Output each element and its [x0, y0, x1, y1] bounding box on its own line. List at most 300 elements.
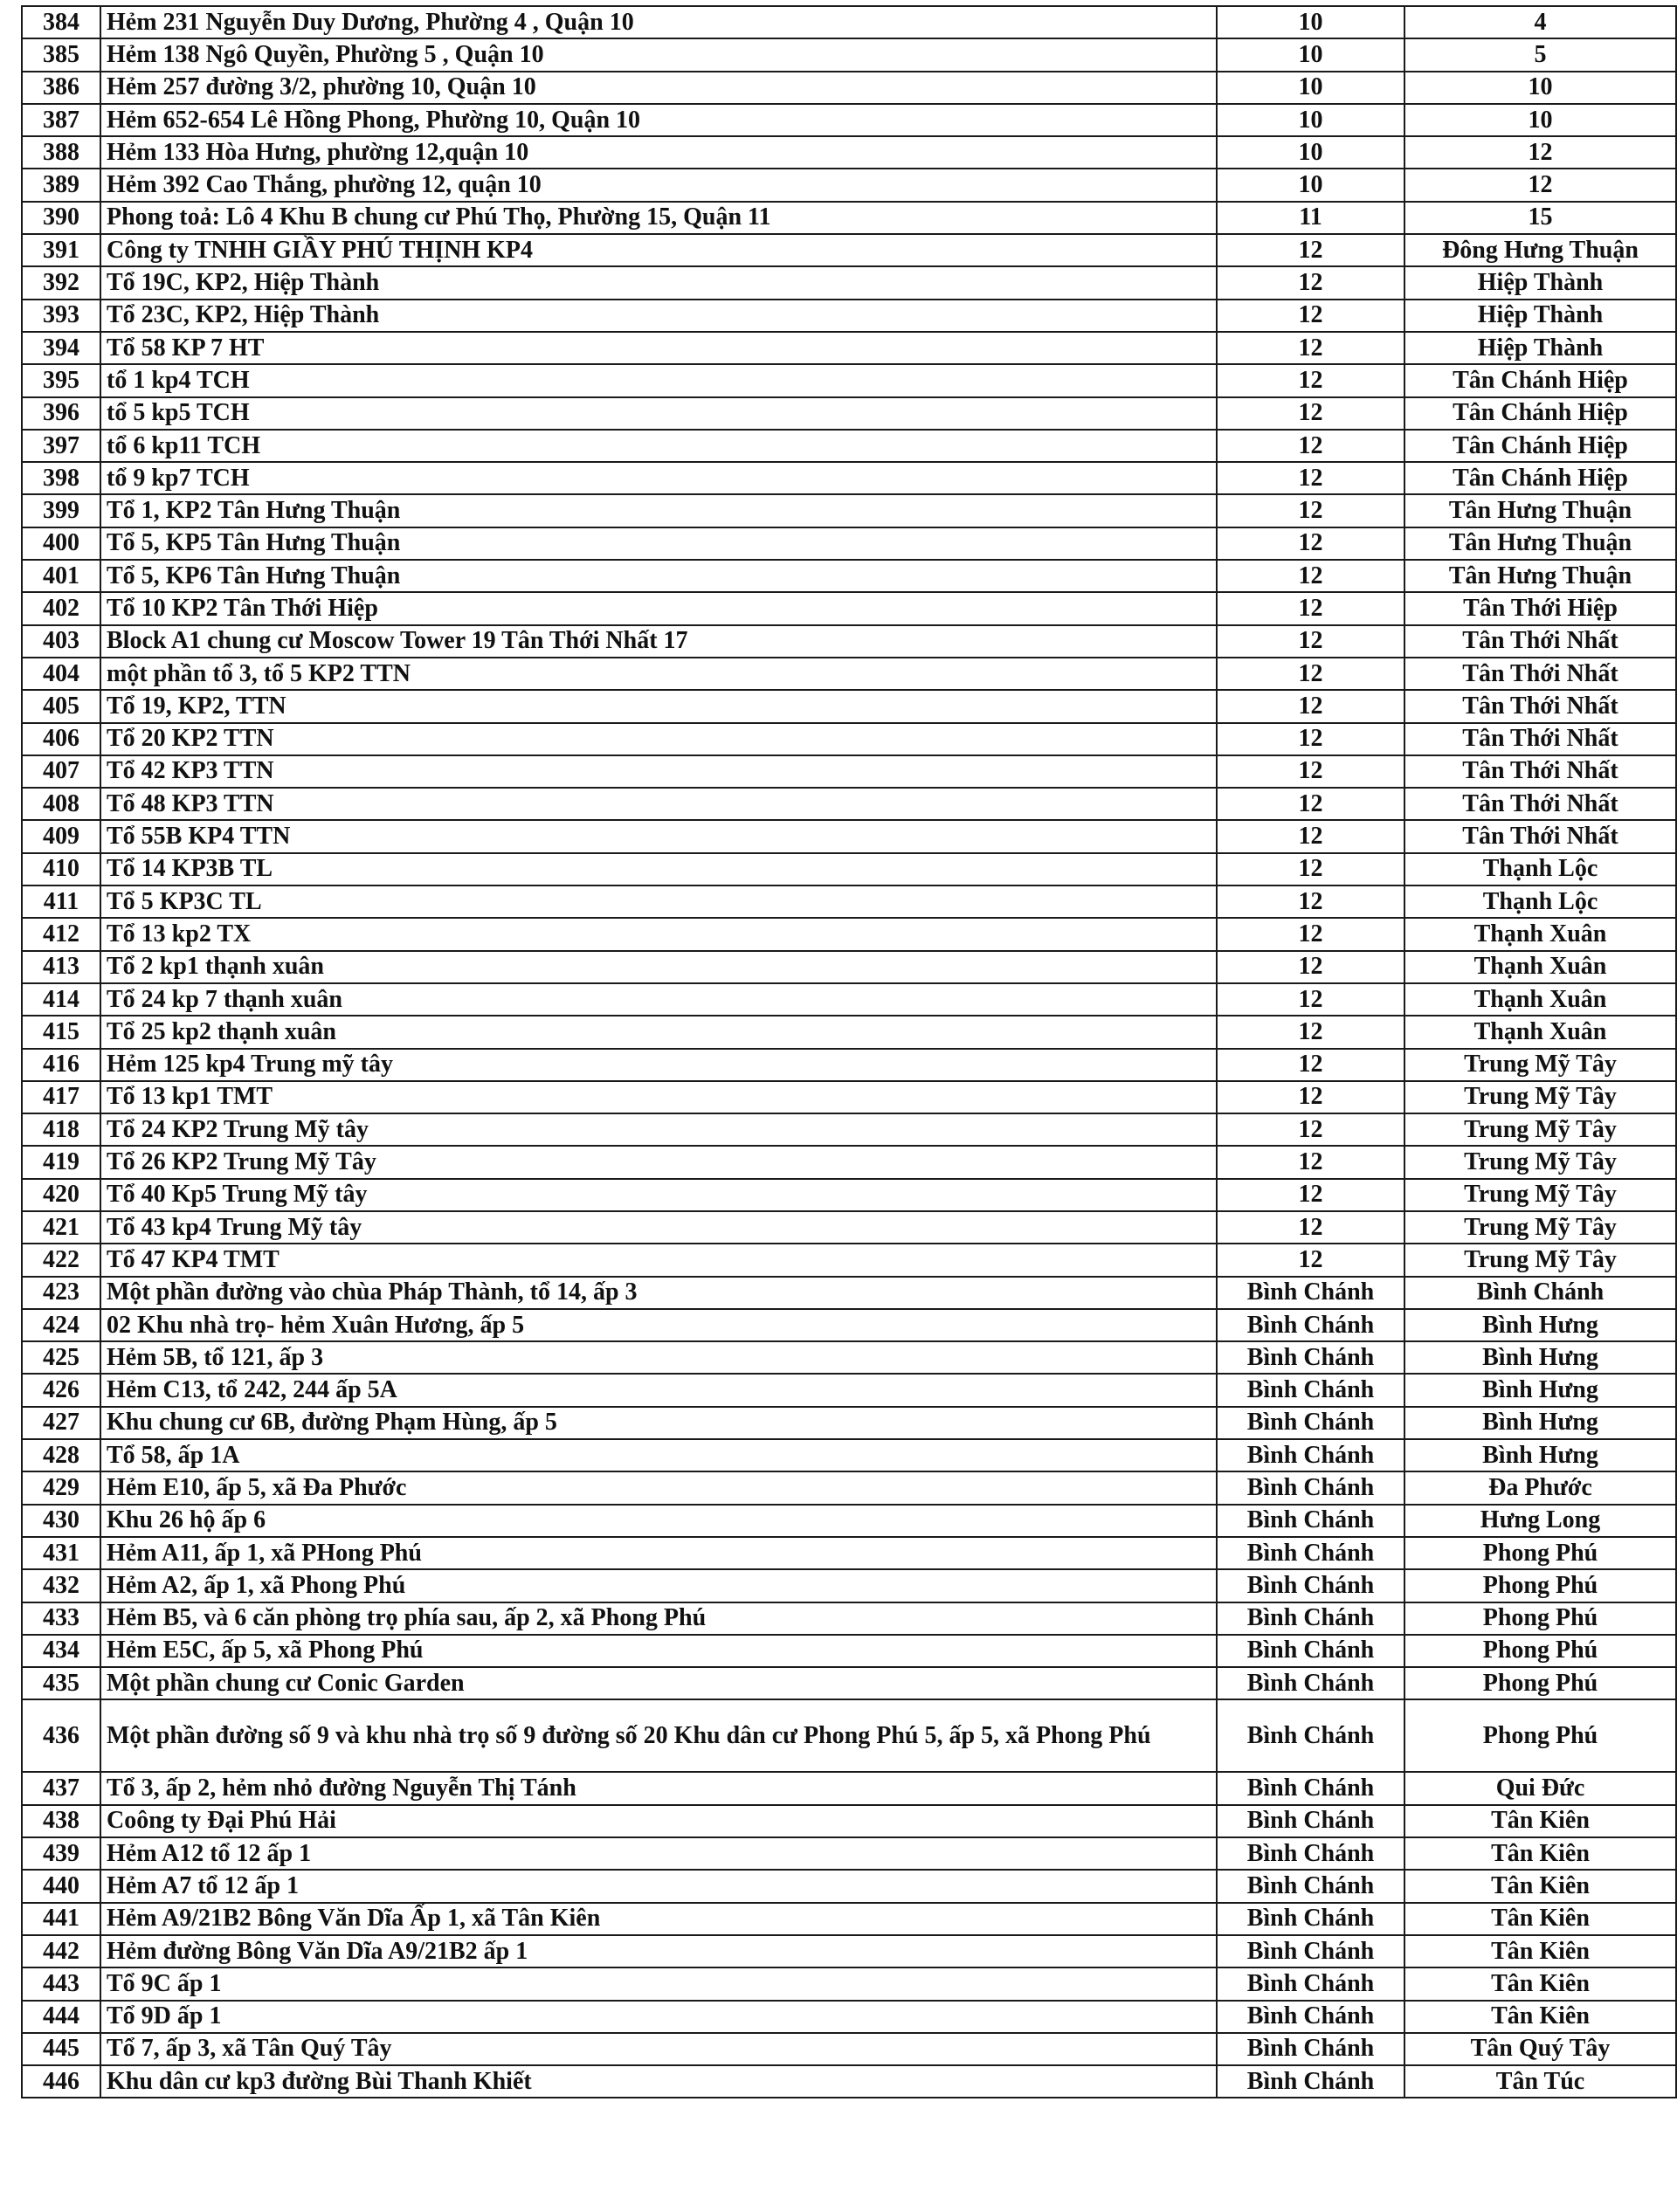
ward-cell: Tân Hưng Thuận — [1404, 560, 1676, 592]
district-cell: Bình Chánh — [1217, 1374, 1404, 1406]
district-cell: Bình Chánh — [1217, 1772, 1404, 1804]
district-cell: Bình Chánh — [1217, 1870, 1404, 1902]
ward-cell: Trung Mỹ Tây — [1404, 1211, 1676, 1244]
ward-cell: Bình Hưng — [1404, 1341, 1676, 1374]
ward-cell: Thạnh Xuân — [1404, 983, 1676, 1016]
table-row — [22, 1407, 1676, 1439]
location-cell: Khu chung cư 6B, đường Phạm Hùng, ấp 5 — [100, 1407, 1217, 1439]
location-cell: tổ 9 kp7 TCH — [100, 462, 1217, 494]
location-cell: Hẻm 257 đường 3/2, phường 10, Quận 10 — [100, 72, 1217, 104]
table-row — [22, 202, 1676, 234]
district-cell: 12 — [1217, 592, 1404, 624]
ward-cell: Trung Mỹ Tây — [1404, 1244, 1676, 1276]
location-cell: tổ 1 kp4 TCH — [100, 364, 1217, 396]
district-cell: 12 — [1217, 266, 1404, 299]
table-row — [22, 1211, 1676, 1244]
district-cell: Bình Chánh — [1217, 1407, 1404, 1439]
location-cell: Block A1 chung cư Moscow Tower 19 Tân Thới Nhất 17 — [100, 625, 1217, 658]
table-row — [22, 462, 1676, 494]
row-number-cell: 430 — [22, 1505, 100, 1537]
location-cell: 02 Khu nhà trọ- hẻm Xuân Hương, ấp 5 — [100, 1309, 1217, 1341]
row-number-cell: 445 — [22, 2033, 100, 2065]
row-number-cell: 403 — [22, 625, 100, 658]
location-cell: Hẻm A7 tổ 12 ấp 1 — [100, 1870, 1217, 1902]
ward-cell: Tân Kiên — [1404, 1837, 1676, 1870]
table-row — [22, 1903, 1676, 1935]
ward-cell: Phong Phú — [1404, 1699, 1676, 1772]
location-cell: tổ 6 kp11 TCH — [100, 430, 1217, 462]
row-number-cell: 399 — [22, 494, 100, 527]
district-cell: Bình Chánh — [1217, 1309, 1404, 1341]
row-number-cell: 440 — [22, 1870, 100, 1902]
district-cell: 12 — [1217, 1211, 1404, 1244]
location-cell: Tổ 13 kp2 TX — [100, 918, 1217, 950]
district-cell: 12 — [1217, 625, 1404, 658]
location-cell: một phần tổ 3, tổ 5 KP2 TTN — [100, 658, 1217, 690]
row-number-cell: 439 — [22, 1837, 100, 1870]
table-row — [22, 1244, 1676, 1276]
row-number-cell: 429 — [22, 1471, 100, 1504]
ward-cell: Trung Mỹ Tây — [1404, 1146, 1676, 1178]
row-number-cell: 391 — [22, 234, 100, 266]
ward-cell: Tân Kiên — [1404, 1805, 1676, 1837]
district-cell: 12 — [1217, 1146, 1404, 1178]
district-cell: 12 — [1217, 918, 1404, 950]
ward-cell: 12 — [1404, 169, 1676, 201]
location-cell: Tổ 25 kp2 thạnh xuân — [100, 1016, 1217, 1048]
row-number-cell: 407 — [22, 755, 100, 788]
table-row — [22, 1374, 1676, 1406]
district-cell: Bình Chánh — [1217, 2001, 1404, 2033]
district-cell: Bình Chánh — [1217, 1341, 1404, 1374]
location-cell: Tổ 48 KP3 TTN — [100, 788, 1217, 820]
location-cell: Tổ 20 KP2 TTN — [100, 723, 1217, 755]
row-number-cell: 415 — [22, 1016, 100, 1048]
table-row — [22, 658, 1676, 690]
district-cell: 12 — [1217, 951, 1404, 983]
location-cell: Khu dân cư kp3 đường Bùi Thanh Khiết — [100, 2065, 1217, 2098]
location-cell: Khu 26 hộ ấp 6 — [100, 1505, 1217, 1537]
table-row — [22, 38, 1676, 71]
location-cell: Coông ty Đại Phú Hải — [100, 1805, 1217, 1837]
table-row — [22, 430, 1676, 462]
location-cell: tổ 5 kp5 TCH — [100, 397, 1217, 430]
district-cell: Bình Chánh — [1217, 1569, 1404, 1602]
district-cell: Bình Chánh — [1217, 1537, 1404, 1569]
ward-cell: Trung Mỹ Tây — [1404, 1113, 1676, 1146]
ward-cell: 5 — [1404, 38, 1676, 71]
row-number-cell: 424 — [22, 1309, 100, 1341]
location-cell: Hẻm đường Bông Văn Dĩa A9/21B2 ấp 1 — [100, 1935, 1217, 1967]
district-cell: Bình Chánh — [1217, 1277, 1404, 1309]
district-cell: 12 — [1217, 755, 1404, 788]
table-row — [22, 885, 1676, 918]
district-cell: 10 — [1217, 6, 1404, 38]
table-row — [22, 2065, 1676, 2098]
table-row — [22, 1113, 1676, 1146]
district-cell: 12 — [1217, 1244, 1404, 1276]
table-row — [22, 300, 1676, 332]
district-cell: Bình Chánh — [1217, 1635, 1404, 1667]
table-row — [22, 136, 1676, 169]
table-row — [22, 1772, 1676, 1804]
row-number-cell: 444 — [22, 2001, 100, 2033]
location-cell: Tổ 7, ấp 3, xã Tân Quý Tây — [100, 2033, 1217, 2065]
row-number-cell: 393 — [22, 300, 100, 332]
ward-cell: Thạnh Xuân — [1404, 918, 1676, 950]
row-number-cell: 401 — [22, 560, 100, 592]
table-row — [22, 72, 1676, 104]
district-cell: 12 — [1217, 658, 1404, 690]
district-cell: 12 — [1217, 1179, 1404, 1211]
location-cell: Tổ 58, ấp 1A — [100, 1439, 1217, 1471]
row-number-cell: 411 — [22, 885, 100, 918]
row-number-cell: 395 — [22, 364, 100, 396]
table-row — [22, 625, 1676, 658]
row-number-cell: 437 — [22, 1772, 100, 1804]
row-number-cell: 427 — [22, 1407, 100, 1439]
district-cell: 10 — [1217, 38, 1404, 71]
location-cell: Tổ 14 KP3B TL — [100, 853, 1217, 885]
table-row — [22, 1439, 1676, 1471]
table-row — [22, 755, 1676, 788]
table-row — [22, 1805, 1676, 1837]
ward-cell: Tân Thới Nhất — [1404, 820, 1676, 852]
ward-cell: Tân Chánh Hiệp — [1404, 397, 1676, 430]
row-number-cell: 417 — [22, 1081, 100, 1113]
table-row — [22, 1049, 1676, 1081]
location-cell: Tổ 19, KP2, TTN — [100, 690, 1217, 722]
row-number-cell: 406 — [22, 723, 100, 755]
location-cell: Tổ 2 kp1 thạnh xuân — [100, 951, 1217, 983]
ward-cell: Tân Chánh Hiệp — [1404, 364, 1676, 396]
location-cell: Hẻm 138 Ngô Quyền, Phường 5 , Quận 10 — [100, 38, 1217, 71]
row-number-cell: 398 — [22, 462, 100, 494]
row-number-cell: 384 — [22, 6, 100, 38]
row-number-cell: 408 — [22, 788, 100, 820]
table-row — [22, 2001, 1676, 2033]
table-row — [22, 723, 1676, 755]
ward-cell: Hiệp Thành — [1404, 266, 1676, 299]
row-number-cell: 394 — [22, 332, 100, 364]
ward-cell: Bình Chánh — [1404, 1277, 1676, 1309]
ward-cell: Phong Phú — [1404, 1667, 1676, 1699]
ward-cell: Tân Kiên — [1404, 1903, 1676, 1935]
district-cell: Bình Chánh — [1217, 1667, 1404, 1699]
ward-cell: Phong Phú — [1404, 1569, 1676, 1602]
ward-cell: Bình Hưng — [1404, 1439, 1676, 1471]
location-cell: Tổ 23C, KP2, Hiệp Thành — [100, 300, 1217, 332]
row-number-cell: 425 — [22, 1341, 100, 1374]
ward-cell: Trung Mỹ Tây — [1404, 1049, 1676, 1081]
location-cell: Tổ 43 kp4 Trung Mỹ tây — [100, 1211, 1217, 1244]
location-cell: Hẻm A11, ấp 1, xã PHong Phú — [100, 1537, 1217, 1569]
district-cell: 12 — [1217, 690, 1404, 722]
district-cell: 10 — [1217, 169, 1404, 201]
district-cell: Bình Chánh — [1217, 1439, 1404, 1471]
ward-cell: 4 — [1404, 6, 1676, 38]
location-cell: Phong toả: Lô 4 Khu B chung cư Phú Thọ, Phường 15, Quận 11 — [100, 202, 1217, 234]
district-cell: 12 — [1217, 1113, 1404, 1146]
location-cell: Tổ 5 KP3C TL — [100, 885, 1217, 918]
table-row — [22, 6, 1676, 38]
ward-cell: Thạnh Lộc — [1404, 885, 1676, 918]
row-number-cell: 402 — [22, 592, 100, 624]
row-number-cell: 443 — [22, 1967, 100, 2000]
district-cell: Bình Chánh — [1217, 1505, 1404, 1537]
row-number-cell: 442 — [22, 1935, 100, 1967]
row-number-cell: 432 — [22, 1569, 100, 1602]
location-cell: Hẻm 231 Nguyễn Duy Dương, Phường 4 , Quận 10 — [100, 6, 1217, 38]
district-cell: 12 — [1217, 723, 1404, 755]
district-cell: 12 — [1217, 300, 1404, 332]
ward-cell: Tân Thới Nhất — [1404, 723, 1676, 755]
ward-cell: Tân Kiên — [1404, 1967, 1676, 2000]
blockade-locations-table — [21, 5, 1677, 2098]
location-cell: Hẻm E10, ấp 5, xã Đa Phước — [100, 1471, 1217, 1504]
location-cell: Tổ 5, KP5 Tân Hưng Thuận — [100, 527, 1217, 560]
location-cell: Tổ 42 KP3 TTN — [100, 755, 1217, 788]
district-cell: Bình Chánh — [1217, 1967, 1404, 2000]
ward-cell: Thạnh Xuân — [1404, 951, 1676, 983]
row-number-cell: 436 — [22, 1699, 100, 1772]
table-row — [22, 1081, 1676, 1113]
district-cell: 10 — [1217, 136, 1404, 169]
district-cell: 12 — [1217, 397, 1404, 430]
row-number-cell: 423 — [22, 1277, 100, 1309]
row-number-cell: 438 — [22, 1805, 100, 1837]
table-row — [22, 2033, 1676, 2065]
ward-cell: 15 — [1404, 202, 1676, 234]
ward-cell: Tân Thới Nhất — [1404, 755, 1676, 788]
district-cell: 11 — [1217, 202, 1404, 234]
row-number-cell: 433 — [22, 1602, 100, 1635]
row-number-cell: 416 — [22, 1049, 100, 1081]
ward-cell: Tân Kiên — [1404, 2001, 1676, 2033]
ward-cell: Tân Hưng Thuận — [1404, 494, 1676, 527]
row-number-cell: 418 — [22, 1113, 100, 1146]
table-row — [22, 234, 1676, 266]
district-cell: Bình Chánh — [1217, 2033, 1404, 2065]
ward-cell: Tân Kiên — [1404, 1935, 1676, 1967]
location-cell: Tổ 26 KP2 Trung Mỹ Tây — [100, 1146, 1217, 1178]
district-cell: Bình Chánh — [1217, 1837, 1404, 1870]
table-row — [22, 1967, 1676, 2000]
district-cell: Bình Chánh — [1217, 1602, 1404, 1635]
row-number-cell: 386 — [22, 72, 100, 104]
ward-cell: Hiệp Thành — [1404, 300, 1676, 332]
location-cell: Hẻm 652-654 Lê Hồng Phong, Phường 10, Quận 10 — [100, 104, 1217, 136]
ward-cell: 10 — [1404, 104, 1676, 136]
table-row — [22, 494, 1676, 527]
row-number-cell: 419 — [22, 1146, 100, 1178]
ward-cell: Tân Chánh Hiệp — [1404, 430, 1676, 462]
district-cell: 10 — [1217, 72, 1404, 104]
table-row — [22, 1505, 1676, 1537]
ward-cell: Qui Đức — [1404, 1772, 1676, 1804]
table-row — [22, 560, 1676, 592]
row-number-cell: 387 — [22, 104, 100, 136]
table-row — [22, 364, 1676, 396]
table-row — [22, 1602, 1676, 1635]
location-cell: Tổ 5, KP6 Tân Hưng Thuận — [100, 560, 1217, 592]
location-cell: Tổ 13 kp1 TMT — [100, 1081, 1217, 1113]
location-cell: Hẻm 5B, tổ 121, ấp 3 — [100, 1341, 1217, 1374]
district-cell: Bình Chánh — [1217, 1471, 1404, 1504]
table-row — [22, 1537, 1676, 1569]
table-row — [22, 1870, 1676, 1902]
row-number-cell: 431 — [22, 1537, 100, 1569]
row-number-cell: 435 — [22, 1667, 100, 1699]
row-number-cell: 396 — [22, 397, 100, 430]
district-cell: Bình Chánh — [1217, 1903, 1404, 1935]
location-cell: Hẻm A9/21B2 Bông Văn Dĩa Ấp 1, xã Tân Kiên — [100, 1903, 1217, 1935]
table-row — [22, 1635, 1676, 1667]
row-number-cell: 405 — [22, 690, 100, 722]
row-number-cell: 434 — [22, 1635, 100, 1667]
table-row — [22, 397, 1676, 430]
table-row — [22, 820, 1676, 852]
district-cell: 12 — [1217, 364, 1404, 396]
row-number-cell: 421 — [22, 1211, 100, 1244]
ward-cell: Tân Thới Nhất — [1404, 788, 1676, 820]
ward-cell: Trung Mỹ Tây — [1404, 1081, 1676, 1113]
table-row — [22, 1569, 1676, 1602]
row-number-cell: 413 — [22, 951, 100, 983]
ward-cell: Tân Kiên — [1404, 1870, 1676, 1902]
table-row — [22, 951, 1676, 983]
location-cell: Hẻm A12 tổ 12 ấp 1 — [100, 1837, 1217, 1870]
location-cell: Tổ 47 KP4 TMT — [100, 1244, 1217, 1276]
district-cell: 12 — [1217, 1049, 1404, 1081]
table-row — [22, 690, 1676, 722]
ward-cell: Bình Hưng — [1404, 1374, 1676, 1406]
district-cell: 12 — [1217, 332, 1404, 364]
ward-cell: Phong Phú — [1404, 1635, 1676, 1667]
row-number-cell: 400 — [22, 527, 100, 560]
ward-cell: Tân Thới Nhất — [1404, 690, 1676, 722]
row-number-cell: 410 — [22, 853, 100, 885]
ward-cell: Tân Túc — [1404, 2065, 1676, 2098]
location-cell: Hẻm B5, và 6 căn phòng trọ phía sau, ấp 2, xã Phong Phú — [100, 1602, 1217, 1635]
location-cell: Tổ 10 KP2 Tân Thới Hiệp — [100, 592, 1217, 624]
row-number-cell: 392 — [22, 266, 100, 299]
district-cell: 12 — [1217, 885, 1404, 918]
table-row — [22, 1471, 1676, 1504]
table-row — [22, 592, 1676, 624]
location-cell: Tổ 24 KP2 Trung Mỹ tây — [100, 1113, 1217, 1146]
table-row — [22, 918, 1676, 950]
location-cell: Hẻm 133 Hòa Hưng, phường 12,quận 10 — [100, 136, 1217, 169]
district-cell: 12 — [1217, 1016, 1404, 1048]
district-cell: 12 — [1217, 1081, 1404, 1113]
ward-cell: Hưng Long — [1404, 1505, 1676, 1537]
ward-cell: Bình Hưng — [1404, 1309, 1676, 1341]
row-number-cell: 428 — [22, 1439, 100, 1471]
table-row — [22, 788, 1676, 820]
district-cell: 12 — [1217, 430, 1404, 462]
location-cell: Hẻm E5C, ấp 5, xã Phong Phú — [100, 1635, 1217, 1667]
location-cell: Hẻm C13, tổ 242, 244 ấp 5A — [100, 1374, 1217, 1406]
ward-cell: Tân Thới Nhất — [1404, 625, 1676, 658]
district-cell: Bình Chánh — [1217, 1935, 1404, 1967]
table-row — [22, 1699, 1676, 1772]
table-row — [22, 1667, 1676, 1699]
row-number-cell: 390 — [22, 202, 100, 234]
location-cell: Một phần đường số 9 và khu nhà trọ số 9 đường số 20 Khu dân cư Phong Phú 5, ấp 5, xã Phong Phú — [100, 1699, 1217, 1772]
ward-cell: Tân Hưng Thuận — [1404, 527, 1676, 560]
location-cell: Hẻm 125 kp4 Trung mỹ tây — [100, 1049, 1217, 1081]
table-row — [22, 853, 1676, 885]
row-number-cell: 414 — [22, 983, 100, 1016]
table-row — [22, 1935, 1676, 1967]
location-cell: Tổ 40 Kp5 Trung Mỹ tây — [100, 1179, 1217, 1211]
ward-cell: Thạnh Lộc — [1404, 853, 1676, 885]
document-sheet — [21, 5, 1677, 2098]
table-row — [22, 1309, 1676, 1341]
location-cell: Công ty TNHH GIẦY PHÚ THỊNH KP4 — [100, 234, 1217, 266]
location-cell: Tổ 58 KP 7 HT — [100, 332, 1217, 364]
row-number-cell: 389 — [22, 169, 100, 201]
row-number-cell: 422 — [22, 1244, 100, 1276]
district-cell: Bình Chánh — [1217, 2065, 1404, 2098]
location-cell: Tổ 9C ấp 1 — [100, 1967, 1217, 2000]
location-cell: Tổ 24 kp 7 thạnh xuân — [100, 983, 1217, 1016]
district-cell: 12 — [1217, 234, 1404, 266]
location-cell: Một phần chung cư Conic Garden — [100, 1667, 1217, 1699]
table-row — [22, 1016, 1676, 1048]
table-row — [22, 169, 1676, 201]
ward-cell: Tân Quý Tây — [1404, 2033, 1676, 2065]
table-row — [22, 983, 1676, 1016]
district-cell: 10 — [1217, 104, 1404, 136]
ward-cell: Phong Phú — [1404, 1602, 1676, 1635]
row-number-cell: 441 — [22, 1903, 100, 1935]
location-cell: Tổ 1, KP2 Tân Hưng Thuận — [100, 494, 1217, 527]
row-number-cell: 412 — [22, 918, 100, 950]
ward-cell: 12 — [1404, 136, 1676, 169]
district-cell: 12 — [1217, 494, 1404, 527]
row-number-cell: 446 — [22, 2065, 100, 2098]
ward-cell: Trung Mỹ Tây — [1404, 1179, 1676, 1211]
district-cell: 12 — [1217, 820, 1404, 852]
location-cell: Tổ 19C, KP2, Hiệp Thành — [100, 266, 1217, 299]
ward-cell: Đông Hưng Thuận — [1404, 234, 1676, 266]
row-number-cell: 385 — [22, 38, 100, 71]
location-cell: Tổ 9D ấp 1 — [100, 2001, 1217, 2033]
district-cell: 12 — [1217, 853, 1404, 885]
table-row — [22, 1146, 1676, 1178]
table-row — [22, 332, 1676, 364]
table-row — [22, 1277, 1676, 1309]
row-number-cell: 426 — [22, 1374, 100, 1406]
district-cell: 12 — [1217, 560, 1404, 592]
ward-cell: Tân Thới Hiệp — [1404, 592, 1676, 624]
table-row — [22, 1341, 1676, 1374]
location-cell: Hẻm 392 Cao Thắng, phường 12, quận 10 — [100, 169, 1217, 201]
row-number-cell: 388 — [22, 136, 100, 169]
location-cell: Một phần đường vào chùa Pháp Thành, tổ 14, ấp 3 — [100, 1277, 1217, 1309]
district-cell: 12 — [1217, 462, 1404, 494]
district-cell: 12 — [1217, 788, 1404, 820]
table-row — [22, 1837, 1676, 1870]
ward-cell: Hiệp Thành — [1404, 332, 1676, 364]
district-cell: Bình Chánh — [1217, 1699, 1404, 1772]
ward-cell: Tân Chánh Hiệp — [1404, 462, 1676, 494]
ward-cell: 10 — [1404, 72, 1676, 104]
row-number-cell: 397 — [22, 430, 100, 462]
location-cell: Tổ 3, ấp 2, hẻm nhỏ đường Nguyễn Thị Tánh — [100, 1772, 1217, 1804]
